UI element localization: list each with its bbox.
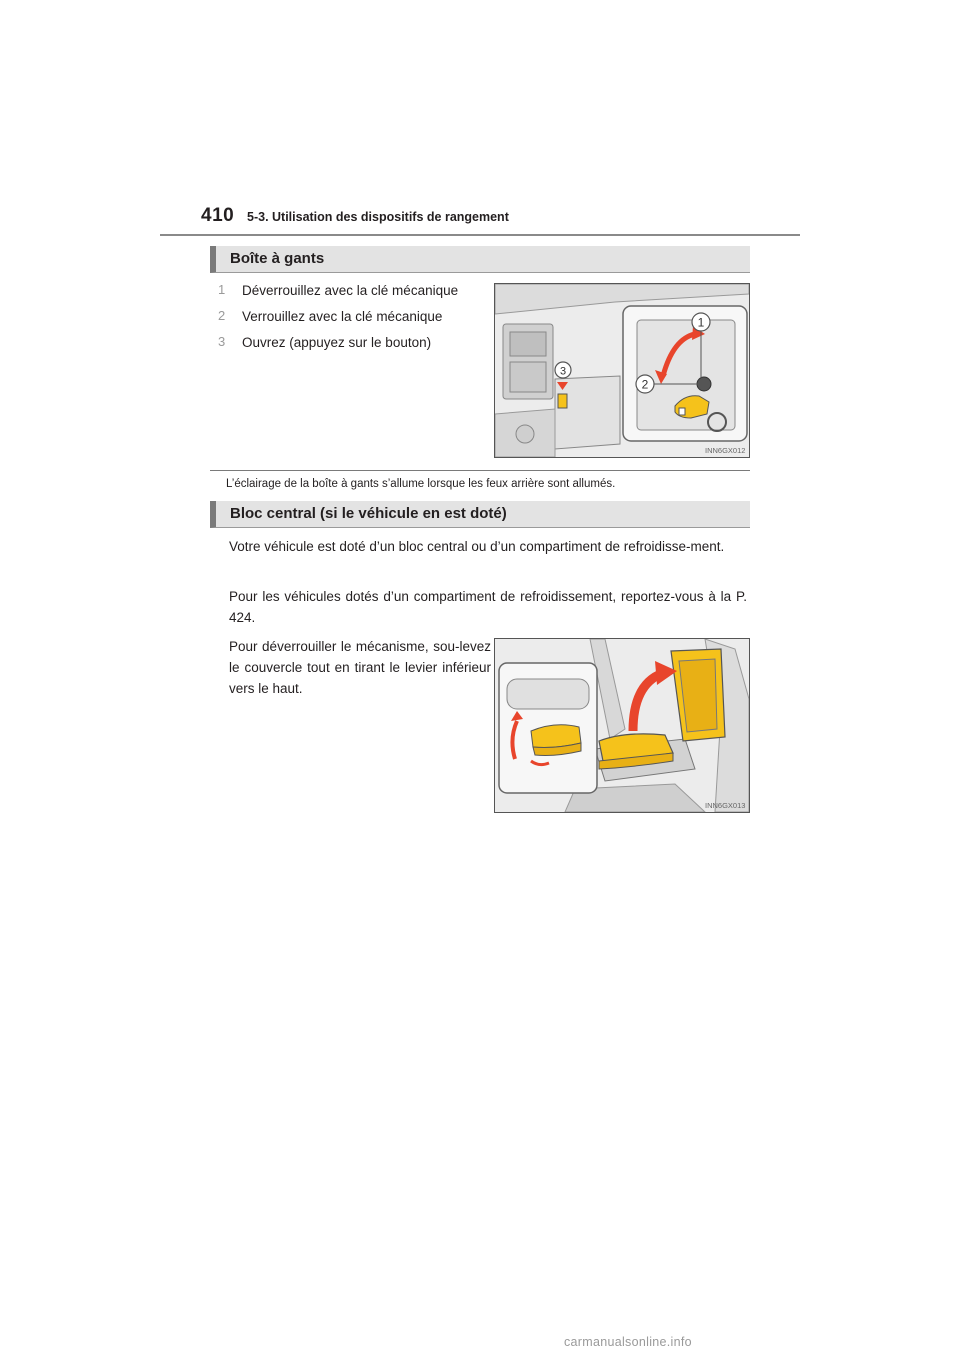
chapter-title: 5-3. Utilisation des dispositifs de rangement — [247, 210, 509, 224]
step-number: 3 — [218, 334, 226, 349]
step-number: 1 — [218, 282, 226, 297]
section-title: Boîte à gants — [230, 250, 325, 267]
section-title: Bloc central (si le véhicule en est doté) — [230, 505, 507, 522]
step-text: Déverrouillez avec la clé mécanique — [242, 283, 459, 298]
glovebox-illustration — [494, 283, 750, 458]
center-console-drawing — [495, 639, 749, 812]
paragraph: Votre véhicule est doté d’un bloc central ou d’un compartiment de refroidisse-ment. — [229, 539, 725, 554]
paragraph: Pour déverrouiller le mécanisme, sou-levez le couvercle tout en tirant le levier inférieur vers le haut. — [229, 639, 491, 696]
note-text: L’éclairage de la boîte à gants s’allume lorsque les feux arrière sont allumés. — [226, 478, 616, 490]
step-text: Ouvrez (appuyez sur le bouton) — [242, 335, 432, 350]
figure-callout: 2 — [641, 377, 649, 392]
figure-code: INN6GX013 — [705, 801, 746, 810]
step-number: 2 — [218, 308, 226, 323]
paragraph: Pour les véhicules dotés d’un compartiment de refroidissement, reportez-vous à la P. 424. — [229, 589, 747, 625]
figure-code: INN6GX012 — [705, 446, 746, 455]
section-heading-glovebox — [210, 246, 750, 273]
figure-callout: 3 — [559, 365, 567, 378]
header-rule — [160, 234, 800, 236]
watermark: carmanualsonline.info — [564, 1335, 692, 1349]
step-text: Verrouillez avec la clé mécanique — [242, 309, 443, 324]
page-number: 410 — [201, 205, 235, 226]
note-rule — [210, 470, 750, 471]
glovebox-drawing — [495, 284, 749, 457]
center-console-illustration — [494, 638, 750, 813]
figure-callout: 1 — [697, 315, 705, 330]
section-heading-center-console — [210, 501, 750, 528]
